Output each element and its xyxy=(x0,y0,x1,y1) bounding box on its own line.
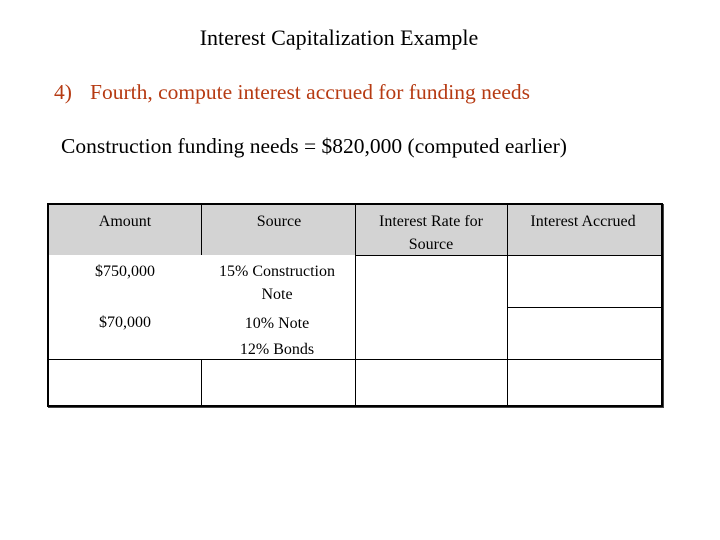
interest-table xyxy=(47,203,663,407)
col-divider xyxy=(507,205,508,405)
step-text: Fourth, compute interest accrued for funding needs xyxy=(90,80,531,104)
header-interest-rate: Interest Rate for Source xyxy=(379,213,483,253)
slide-title: Interest Capitalization Example xyxy=(199,25,479,50)
row-divider xyxy=(49,359,661,360)
funding-needs-text: Construction funding needs = $820,000 (computed earlier) xyxy=(61,134,567,158)
col-divider xyxy=(201,359,202,405)
header-source: Source xyxy=(256,213,302,230)
header-interest-accrued: Interest Accrued xyxy=(530,213,636,230)
cell-amount-1: $750,000 xyxy=(95,263,155,280)
col-divider xyxy=(201,205,202,255)
header-amount: Amount xyxy=(98,213,152,230)
cell-amount-2: $70,000 xyxy=(99,314,151,331)
cell-source-2: 10% Note 12% Bonds xyxy=(239,315,315,358)
step-number: 4) xyxy=(54,80,72,104)
step-line xyxy=(54,78,530,106)
cell-source-1: 15% Construction Note xyxy=(219,263,335,303)
row-divider xyxy=(507,307,661,308)
